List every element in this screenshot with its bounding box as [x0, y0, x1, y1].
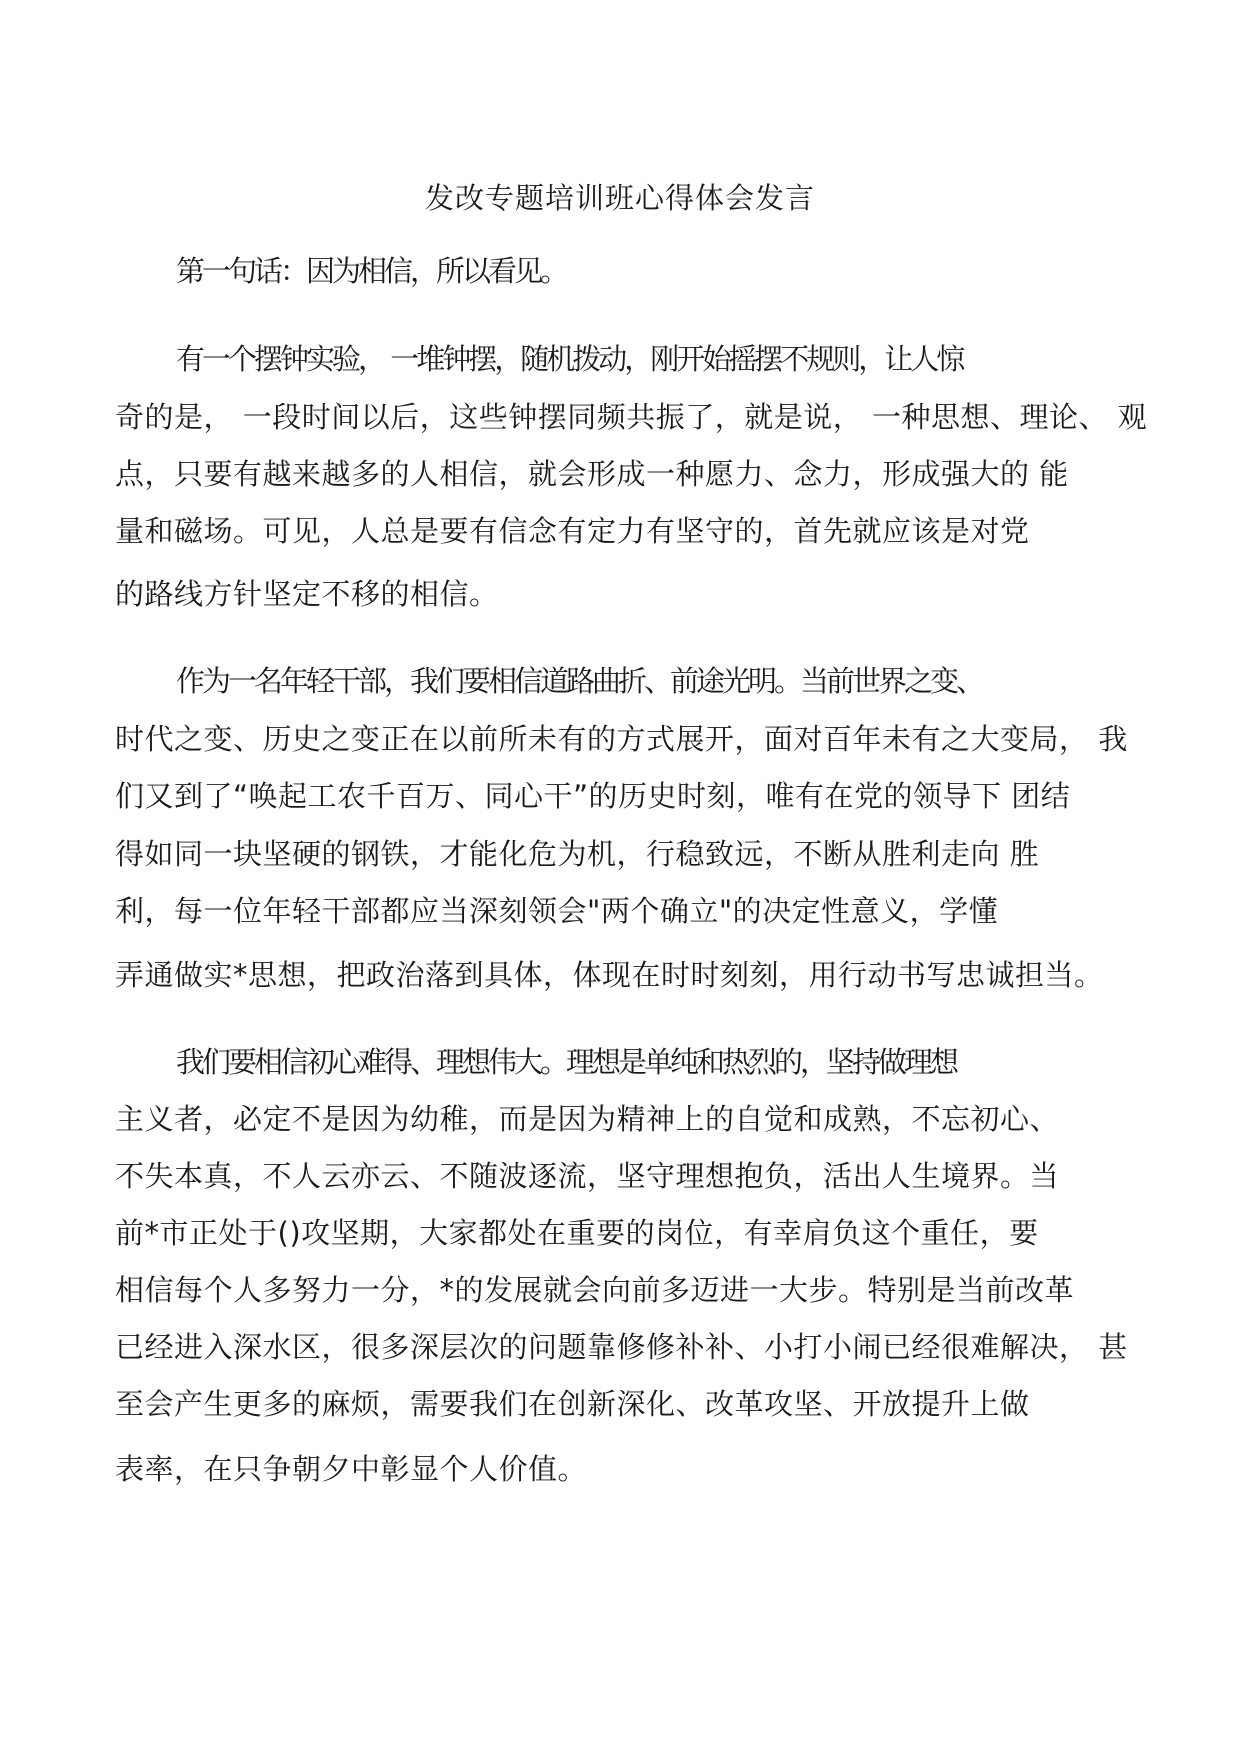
paragraph-1-line-5: 的路线方针坚定不移的相信。 [115, 577, 499, 611]
paragraph-1-line-4: 量和磁场。可见，人总是要有信念有定力有坚守的，首先就应该是对党 [115, 514, 1030, 548]
paragraph-2-line-4: 得如同一块坚硬的钢铁，才能化危为机，行稳致远，不断从胜利走向 胜 [115, 837, 1040, 871]
document-title: 发改专题培训班心得体会发言 [424, 181, 815, 215]
paragraph-3-line-6: 已经进入深水区，很多深层次的问题靠修修补补、小打小闹已经很难解决， 甚 [115, 1330, 1128, 1364]
paragraph-2-line-3: 们又到了“唤起工农千百万、同心干”的历史时刻，唯有在党的领导下 团结 [115, 779, 1071, 813]
paragraph-2-line-6: 弄通做实*思想，把政治落到具体，体现在时时刻刻，用行动书写忠诚担当。 [115, 958, 1104, 992]
paragraph-2-line-5: 利，每一位年轻干部都应当深刻领会"两个确立"的决定性意义，学懂 [115, 894, 999, 928]
paragraph-1-line-2: 奇的是， 一段时间以后，这些钟摆同频共振了，就是说， 一种思想、理论、 观 [115, 400, 1148, 434]
section-heading: 第一句话：因为相信，所以看见。 [176, 254, 567, 288]
paragraph-1-line-3: 点，只要有越来越多的人相信，就会形成一种愿力、念力，形成强大的 能 [115, 457, 1069, 491]
paragraph-3-line-2: 主义者，必定不是因为幼稚，而是因为精神上的自觉和成熟，不忘初心、 [115, 1102, 1060, 1136]
paragraph-3-line-5: 相信每个人多努力一分，*的发展就会向前多迈进一大步。特别是当前改革 [115, 1273, 1075, 1307]
paragraph-3-line-3: 不失本真，不人云亦云、不随波逐流，坚守理想抱负，活出人生境界。当 [115, 1159, 1060, 1193]
paragraph-3-line-7: 至会产生更多的麻烦，需要我们在创新深化、改革攻坚、开放提升上做 [115, 1387, 1030, 1421]
paragraph-1-line-1: 有一个摆钟实验， 一堆钟摆，随机拨动，刚开始摇摆不规则，让人惊 [176, 342, 963, 376]
paragraph-2-line-2: 时代之变、历史之变正在以前所未有的方式展开，面对百年未有之大变局， 我 [115, 722, 1128, 756]
paragraph-2-line-1: 作为一名年轻干部，我们要相信道路曲折、前途光明。当前世界之变、 [176, 664, 983, 698]
paragraph-3-line-1: 我们要相信初心难得、理想伟大。理想是单纯和热烈的，坚持做理想 [176, 1045, 957, 1079]
paragraph-3-line-8: 表率，在只争朝夕中彰显个人价值。 [115, 1452, 588, 1486]
paragraph-3-line-4: 前*市正处于()攻坚期，大家都处在重要的岗位，有幸肩负这个重任，要 [115, 1216, 1039, 1250]
